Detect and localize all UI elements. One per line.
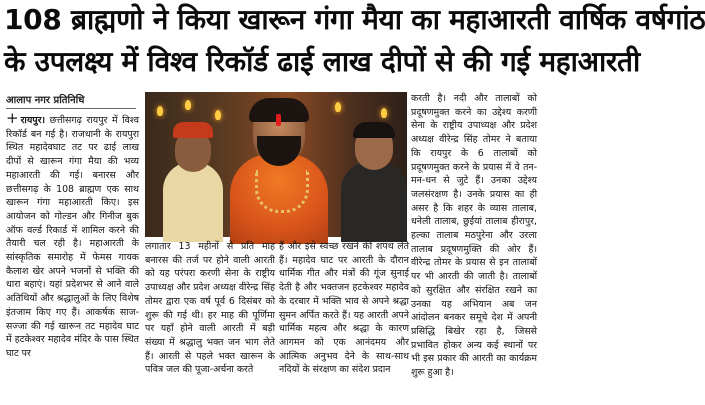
tilak-mark [276,114,281,126]
lamp-flame [335,102,341,112]
column-1-text: छत्तीसगढ़ रायपुर में विश्व रिकॉर्ड बन गई है। राजधानी के रायपुरा स्थित महादेवघाट तट पर ढाई लाख दीपों से खारून गंगा मैया की भव्य महाआरती की गई। बनारस और छत्तीसगढ़ के 108 ब्राह्मण एक साथ खारून गंगा महाआरती किए। इस आयोजन को गोल्डन और गिनीज बुक ऑफ वर्ल्ड रिकार्ड में शामिल करने की तैयारी चल रही है। महाआरती के सांस्कृतिक समारोह में फेमस गायक कैलाश खेर अपने भजनों से भक्ति की धारा बहाएं। यहां प्रदेशभर से आने वाले अतिथियों और श्रद्धालुओं के लिए विशेष इंतजाम किए गए हैं। आकर्षक साज-सज्जा की गई खारून तट महादेव घाट में हटकेश्वर महादेव मंदिर के पास स्थित घाट पर [6,115,139,359]
lamp-flame [157,106,163,116]
person-left-cap [173,122,213,138]
headline-line-1: 108 ब्राह्मणो ने किया खारून गंगा मैया का महाआरती वार्षिक वर्षगांठ [4,3,705,36]
lamp-flame [215,110,221,120]
byline: आलाप नगर प्रतिनिधि [6,92,136,109]
person-left [163,162,223,242]
lamp-flame [185,100,191,110]
headline-line-2: के उपलक्ष्य में विश्व रिकॉर्ड ढाई लाख दीपों से की गई महाआरती [4,45,640,78]
lamp-flame [381,108,387,118]
person-right [341,162,407,242]
article-column-4: करती है। नदी और तालाबों को प्रदूषणमुक्त करने का उद्देश्य करणी सेना के राष्ट्रीय उपाध्यक्ष और प्रदेश अध्यक्ष वीरेन्द्र सिंह तोमर ने बताया कि रायपुर के 6 तालाबों को प्रदूषणमुक्त करने के प्रयास में वे तन-मन-धन से जुटे हैं। उनका उद्देश्य जलसंरक्षण है। उनके प्रयास का ही असर है कि शहर के व्यास तालाब, धनेली तालाब, छुईयां तालाब हीरापुर, हल्का तालाब मठपुरेना और उरला तालाब प्रदूषणमुक्ति की ओर हैं। वीरेन्द्र तोमर के प्रयास से इन तालाबों पर भी आरती की जाती है। तालाबों को सुरक्षित और संरक्षित रखने का उनका यह अभियान अब जन आंदोलन बनकर समूचे देश में अपनी प्रसिद्धि बिखेर रहा है, जिससे प्रभावित होकर अन्य कई स्थानों पर भी इस प्रकार की आरती का कार्यक्रम शुरू हुआ है। [411,93,537,379]
news-photo [145,92,407,237]
person-right-hair [353,122,395,138]
article-column-1 [6,109,139,405]
article-column-3: हैं और इसे स्वच्छ रखने की शपथ लेते हैं। महादेव घाट पर आरती के दौरान धार्मिक गीत और मंत्रों की गूंज सुनाई देती है और भक्तजन हटकेश्वर महादेव के दरबार में भक्ति भाव से अपने श्रद्धा सुमन अर्पित करते हैं। यह आरती अपने धार्मिक महत्व और श्रद्धा के कारण आगमन को एक आनंदमय और आत्मिक अनुभव देने के साथ-साथ नदियों के संरक्षण का संदेश प्रदान [279,241,409,376]
dateline: रायपुर। [20,115,45,126]
plus-icon: + [6,109,19,127]
article-column-2: लगातार 13 महीनों से प्रति माह बनारस की तर्ज पर होने वाली आरती को यह परंपरा करणी सेना के राष्ट्रीय उपाध्यक्ष और प्रदेश अध्यक्ष वीरेन्द्र सिंह तोमर द्वारा एक वर्ष पूर्व 6 दिसंबर को शुरू की गई थी। हर माह की पूर्णिमा पर यहाँ होने वाली आरती में बड़ी संख्या में श्रद्धालु भक्त जन भाग लेते हैं। आरती से पहले भक्त खारून के पवित्र जल की पूजा-अर्चना करते [145,241,275,376]
bead-necklace [255,170,309,213]
